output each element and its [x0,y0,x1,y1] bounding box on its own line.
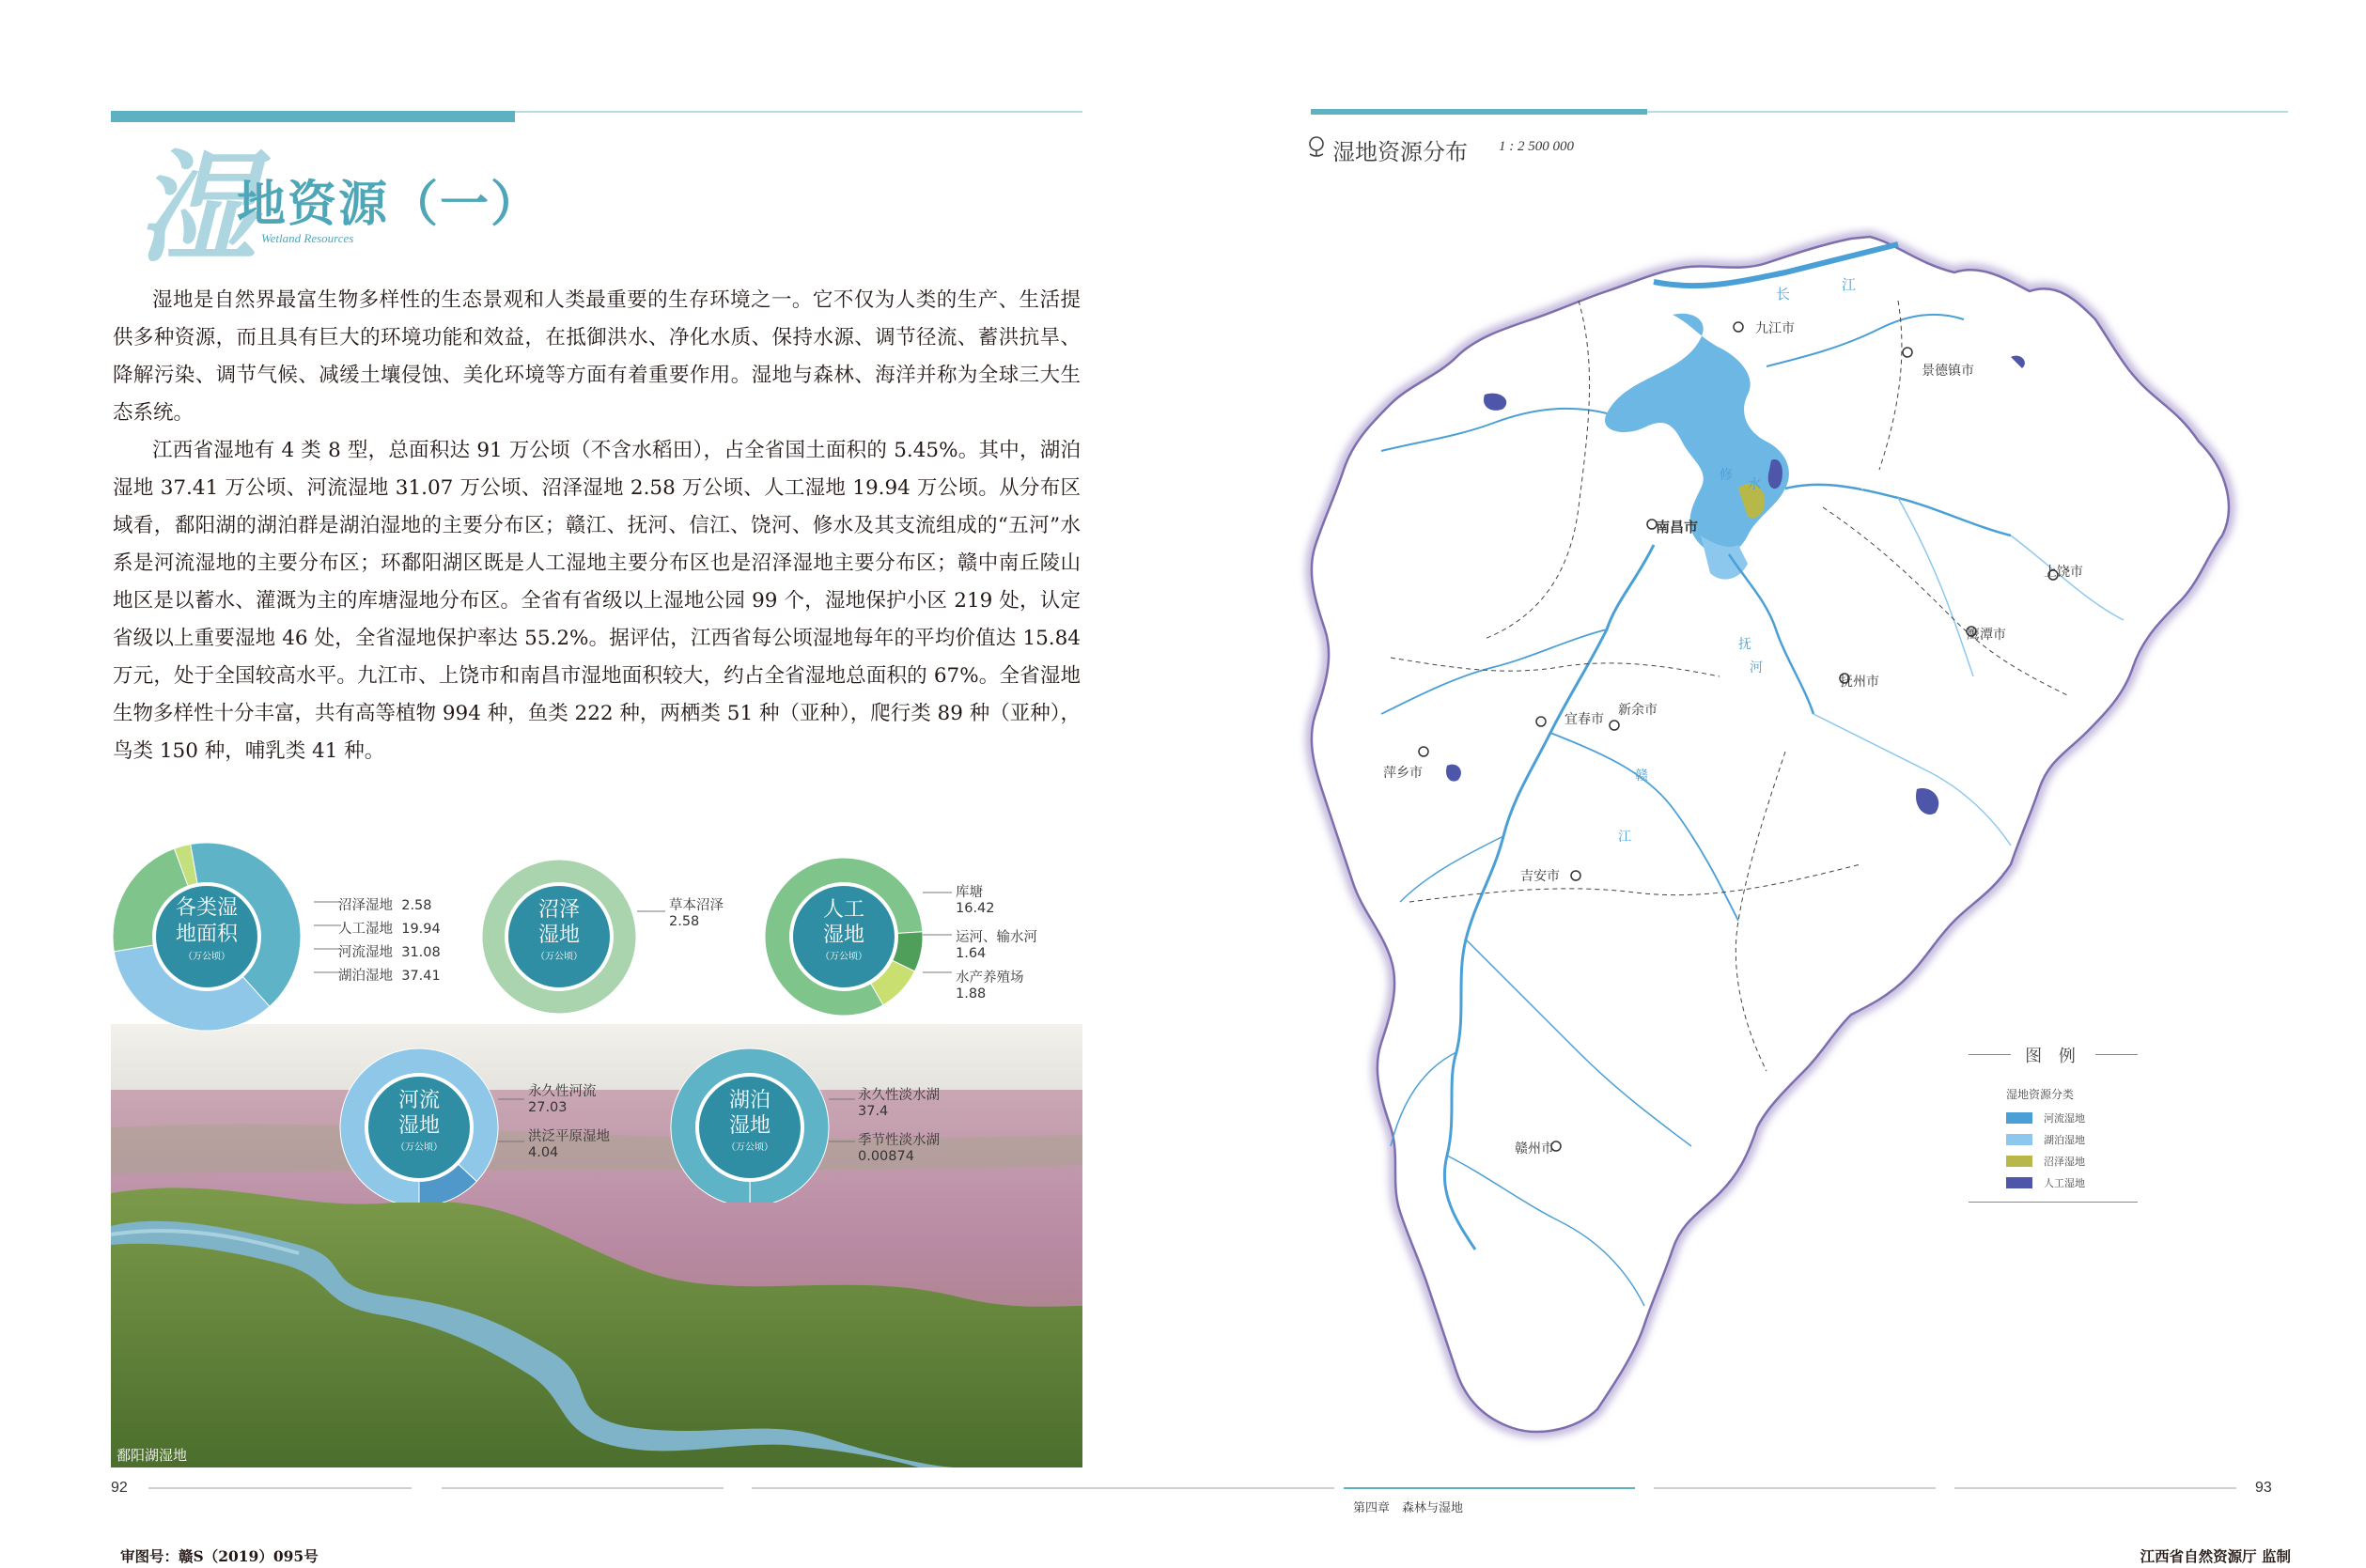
legend-item-river: 河流湿地 [2006,1110,2085,1126]
donut-center-line: 各类湿 [175,896,238,920]
legend-item-lake: 湖泊湿地 [2006,1132,2085,1147]
left-header-accent [111,111,515,122]
river-label-permanent: 永久性河流 27.03 [528,1084,597,1115]
lake-label-seasonal: 季节性淡水湖 0.00874 [858,1133,940,1164]
donut-center-line: 湿地 [822,924,864,947]
page-title-en: Wetland Resources [261,231,354,245]
paragraph: 江西省湿地有 4 类 8 型，总面积达 91 万公顷（不含水稻田），占全省国土面积的 5.45%。其中，湖泊湿地 37.41 万公顷、河流湿地 31.07 万公顷、沼泽湿地 2.58 万公顷、人工湿地 19.94 万公顷。从分布区域看，鄱阳湖的湖泊群是湖泊湿地的主要分布区；赣江、抚河、信江、饶河、修水及其支流组成的“五河”水系是河流湿地的主要分布区；环鄱阳湖区既是人工湿地主要分布区也是沼泽湿地主要分布区；赣中南丘陵山地区是以蓄水、灌溉为主的库塘湿地分布区。全省有省级以上湿地公园 99 个，湿地保护小区 219 处，认定省级以上重要湿地 46 处，全省湿地保护率达 55.2%。据评估，江西省每公顷湿地每年的平均价值达 15.84 万元，处于全国较高水平。九江市、上饶市和南昌市湿地面积较大，约占全省湿地总面积的 67%。全省湿地生物多样性十分丰富，共有高等植物 994 种，鱼类 222 种，两栖类 51 种（亚种），爬行类 89 种（亚种），鸟类 150 种，哺乳类 41 种。 [113,439,1081,763]
donut-center-line: 人工 [822,898,864,922]
chapter-label: 第四章 森林与湿地 [1353,1501,1464,1515]
donut-artificial-center [792,897,895,962]
donut-center-line: 沼泽 [537,898,580,922]
artificial-label-canal: 运河、输水河 1.64 [956,930,1037,961]
donut-total-center [155,895,258,962]
city-label: 九江市 [1755,321,1795,336]
total-label-lake: 湖泊湿地 37.41 [338,969,441,984]
donut-center-line: 河流 [397,1089,440,1112]
legend-title: 图 例 [2025,1047,2081,1066]
map-pin-icon [1306,135,1327,160]
city-label: 南昌市 [1656,519,1699,536]
footer-rule [752,1487,1034,1489]
donut-center-line: 湿地 [397,1114,440,1138]
map-scale: 1 : 2 500 000 [1499,139,1574,154]
city-label: 吉安市 [1520,869,1560,884]
city-label: 景德镇市 [1922,364,1974,379]
paragraph: 湿地是自然界最富生物多样性的生态景观和人类最重要的生存环境之一。它不仅为人类的生产、生活提供多种资源，而且具有巨大的环境功能和效益，在抵御洪水、净化水质、保持水源、调节径流、蓄洪抗旱、降解污染、调节气候、减缓土壤侵蚀、美化环境等方面有着重要作用。湿地与森林、海洋并称为全球三大生态系统。 [113,288,1081,425]
donut-unit: （万公顷） [396,1142,443,1153]
total-label-artificial: 人工湿地 19.94 [338,922,441,937]
page-number-left: 92 [111,1480,128,1496]
map-label: 抚 [1738,637,1751,652]
donut-center-line: 湿地 [728,1114,771,1138]
map-label: 阳 [1823,444,1836,459]
supervision-credit: 江西省自然资源厅 监制 [2140,1547,2291,1565]
body-text [113,282,1081,770]
approval-number: 审图号：赣S（2019）095号 [120,1547,319,1565]
donut-unit: （万公顷） [536,952,583,962]
legend-subtitle: 湿地资源分类 [2006,1088,2075,1101]
footer-rule [1034,1487,1334,1489]
map-label: 修 [1720,468,1733,483]
donut-center-line: 湿地 [537,924,580,947]
footer-rule [1654,1487,1936,1489]
donut-unit: （万公顷） [820,952,867,962]
footer-rule [148,1487,412,1489]
artificial-label-aquaculture: 水产养殖场 1.88 [956,970,1024,1001]
marsh-label: 草本沼泽 2.58 [669,898,724,929]
donut-marsh-center [507,897,611,962]
lake-label-permanent: 永久性淡水湖 37.4 [858,1088,940,1119]
total-label-marsh: 沼泽湿地 2.58 [338,898,432,913]
artificial-label-reservoir: 库塘 16.42 [956,885,995,916]
jiangxi-wetland-map [1297,225,2255,1447]
map-label: 赣 [1635,768,1648,784]
map-title: 湿地资源分布 [1332,139,1468,165]
total-label-river: 河流湿地 31.08 [338,945,441,960]
river-label-floodplain: 洪泛平原湿地 4.04 [528,1129,610,1160]
city-label: 抚州市 [1840,675,1879,690]
donut-river-center [367,1088,471,1153]
footer-rule [442,1487,724,1489]
donut-unit: （万公顷） [726,1142,773,1153]
map-label: 河 [1750,660,1763,675]
map-legend [1969,1043,2138,1203]
map-label: 鄱 [1785,430,1798,445]
city-label: 新余市 [1618,703,1658,718]
donut-lake-center [698,1088,802,1153]
footer-rule-accent [1344,1487,1635,1489]
page-number-right: 93 [2255,1480,2272,1496]
legend-item-artificial: 人工湿地 [2006,1175,2085,1190]
map-label: 长 [1776,286,1791,303]
city-label: 上饶市 [2044,565,2083,580]
donut-center-line: 地面积 [175,923,238,946]
map-label: 江 [1842,276,1857,293]
donut-center-line: 湖泊 [728,1089,771,1112]
photo-caption: 鄱阳湖湿地 [117,1447,188,1464]
legend-item-marsh: 沼泽湿地 [2006,1154,2085,1169]
city-label: 鹰潭市 [1967,628,2006,643]
map-label: 江 [1618,830,1631,845]
donut-unit: （万公顷） [183,952,230,962]
page-title: 地资源（一） [237,177,542,233]
city-label: 赣州市 [1515,1141,1554,1157]
map-label: 湖 [1860,477,1874,492]
title-big-char: 湿 [136,138,257,279]
map-label: 水 [1748,477,1761,492]
city-label: 宜春市 [1564,712,1604,727]
city-label: 萍乡市 [1383,766,1423,781]
footer-rule [1954,1487,2236,1489]
right-header-accent [1311,109,1647,115]
